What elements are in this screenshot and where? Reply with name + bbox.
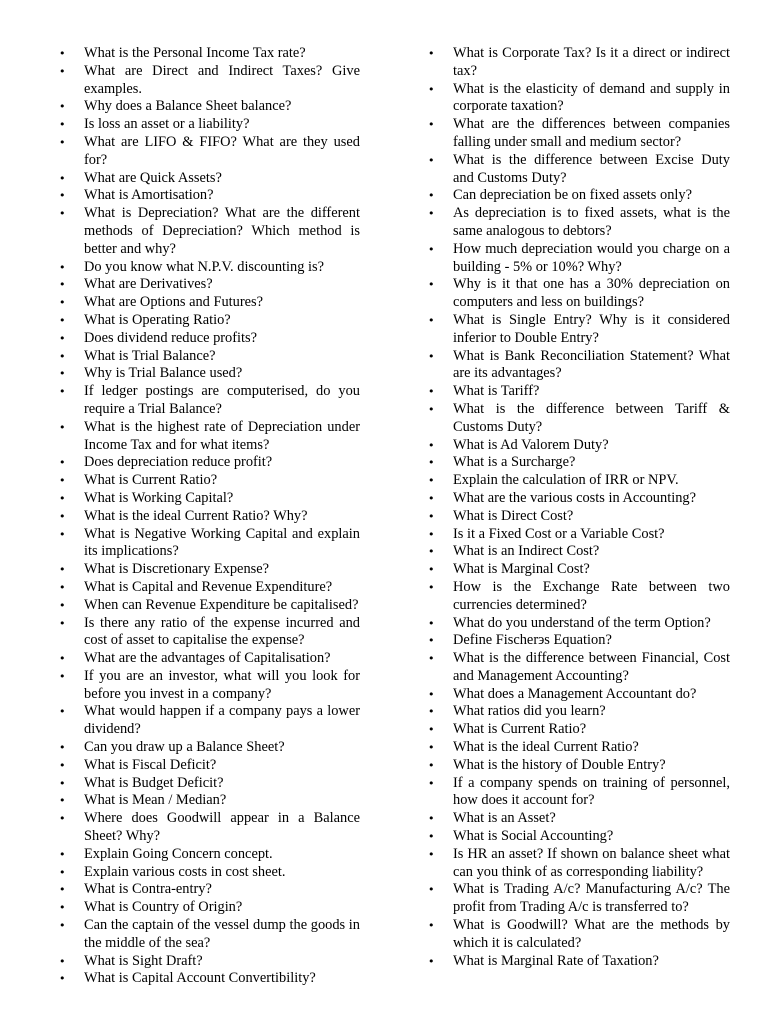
question-item: • What do you understand of the term Option? — [453, 615, 730, 633]
question-item: • What is Social Accounting? — [453, 828, 730, 846]
question-item: • Is loss an asset or a liability? — [84, 116, 360, 134]
question-item: • Does dividend reduce profits? — [84, 330, 360, 348]
question-item: • What is the difference between Excise Duty and Customs Duty? — [453, 152, 730, 188]
question-item: • What is Fiscal Deficit? — [84, 757, 360, 775]
question-item: • What is Trial Balance? — [84, 348, 360, 366]
question-item: • What is the elasticity of demand and supply in corporate taxation? — [453, 81, 730, 117]
question-item: • What is Capital and Revenue Expenditure? — [84, 579, 360, 597]
question-item: • What are Options and Futures? — [84, 294, 360, 312]
question-item: • Where does Goodwill appear in a Balance Sheet? Why? — [84, 810, 360, 846]
question-item: • What are LIFO & FIFO? What are they used for? — [84, 134, 360, 170]
question-item: • What is Budget Deficit? — [84, 775, 360, 793]
question-item: • What are the various costs in Accounting? — [453, 490, 730, 508]
question-item: • What ratios did you learn? — [453, 703, 730, 721]
question-item: • What are the differences between companies falling under small and medium sector? — [453, 116, 730, 152]
question-item: • Explain Going Concern concept. — [84, 846, 360, 864]
question-item: • What is Current Ratio? — [84, 472, 360, 490]
question-item: • What is the Personal Income Tax rate? — [84, 45, 360, 63]
question-item: • What is Country of Origin? — [84, 899, 360, 917]
question-item: • Is there any ratio of the expense incurred and cost of asset to capitalise the expense? — [84, 615, 360, 651]
question-item: • What is Marginal Cost? — [453, 561, 730, 579]
question-item: • What is Trading A/c? Manufacturing A/c? The profit from Trading A/c is transferred to? — [453, 881, 730, 917]
question-item: • Does depreciation reduce profit? — [84, 454, 360, 472]
question-item: • What are the advantages of Capitalisation? — [84, 650, 360, 668]
question-item: • Can you draw up a Balance Sheet? — [84, 739, 360, 757]
question-item: • What is Capital Account Convertibility? — [84, 970, 360, 988]
question-item: • If you are an investor, what will you look for before you invest in a company? — [84, 668, 360, 704]
question-item: • What is the highest rate of Depreciation under Income Tax and for what items? — [84, 419, 360, 455]
question-item: • What are Direct and Indirect Taxes? Give examples. — [84, 63, 360, 99]
question-item: • Do you know what N.P.V. discounting is? — [84, 259, 360, 277]
question-item: • What is Ad Valorem Duty? — [453, 437, 730, 455]
question-item: • Explain various costs in cost sheet. — [84, 864, 360, 882]
question-item: • What is an Asset? — [453, 810, 730, 828]
question-item: • If a company spends on training of personnel, how does it account for? — [453, 775, 730, 811]
question-item: • What is Single Entry? Why is it considered inferior to Double Entry? — [453, 312, 730, 348]
question-item: • Define Fischerэs Equation? — [453, 632, 730, 650]
question-item: • How is the Exchange Rate between two currencies determined? — [453, 579, 730, 615]
question-item: • What is an Indirect Cost? — [453, 543, 730, 561]
question-item: • What is Current Ratio? — [453, 721, 730, 739]
question-item: • What does a Management Accountant do? — [453, 686, 730, 704]
question-item: • What is the difference between Tariff & Customs Duty? — [453, 401, 730, 437]
question-item: • How much depreciation would you charge on a building - 5% or 10%? Why? — [453, 241, 730, 277]
question-item: • Explain the calculation of IRR or NPV. — [453, 472, 730, 490]
question-item: • What is Direct Cost? — [453, 508, 730, 526]
questions-right-column — [453, 45, 730, 970]
question-item: • What is Discretionary Expense? — [84, 561, 360, 579]
question-item: • What are Derivatives? — [84, 276, 360, 294]
question-item: • What is Goodwill? What are the methods by which it is calculated? — [453, 917, 730, 953]
question-item: • What is Negative Working Capital and explain its implications? — [84, 526, 360, 562]
question-item: • What are Quick Assets? — [84, 170, 360, 188]
question-item: • What is Working Capital? — [84, 490, 360, 508]
questions-left-column — [84, 45, 360, 988]
question-item: • What is the ideal Current Ratio? — [453, 739, 730, 757]
question-item: • Can the captain of the vessel dump the goods in the middle of the sea? — [84, 917, 360, 953]
question-item: • What is Marginal Rate of Taxation? — [453, 953, 730, 971]
question-item: • What would happen if a company pays a lower dividend? — [84, 703, 360, 739]
question-item: • What is Mean / Median? — [84, 792, 360, 810]
question-item: • What is Amortisation? — [84, 187, 360, 205]
question-item: • What is Contra-entry? — [84, 881, 360, 899]
question-item: • As depreciation is to fixed assets, what is the same analogous to debtors? — [453, 205, 730, 241]
question-item: • Can depreciation be on fixed assets only? — [453, 187, 730, 205]
question-item: • What is Sight Draft? — [84, 953, 360, 971]
question-item: • What is Corporate Tax? Is it a direct or indirect tax? — [453, 45, 730, 81]
question-item: • What is a Surcharge? — [453, 454, 730, 472]
question-item: • Why does a Balance Sheet balance? — [84, 98, 360, 116]
question-item: • Is HR an asset? If shown on balance sheet what can you think of as corresponding liability? — [453, 846, 730, 882]
question-item: • What is Tariff? — [453, 383, 730, 401]
question-item: • Is it a Fixed Cost or a Variable Cost? — [453, 526, 730, 544]
question-item: • What is the ideal Current Ratio? Why? — [84, 508, 360, 526]
question-item: • What is the history of Double Entry? — [453, 757, 730, 775]
question-item: • What is Operating Ratio? — [84, 312, 360, 330]
question-item: • What is Depreciation? What are the different methods of Depreciation? Which method is better and why? — [84, 205, 360, 258]
question-item: • Why is Trial Balance used? — [84, 365, 360, 383]
question-item: • When can Revenue Expenditure be capitalised? — [84, 597, 360, 615]
question-item: • If ledger postings are computerised, do you require a Trial Balance? — [84, 383, 360, 419]
question-item: • What is the difference between Financial, Cost and Management Accounting? — [453, 650, 730, 686]
question-item: • Why is it that one has a 30% depreciation on computers and less on buildings? — [453, 276, 730, 312]
question-item: • What is Bank Reconciliation Statement? What are its advantages? — [453, 348, 730, 384]
